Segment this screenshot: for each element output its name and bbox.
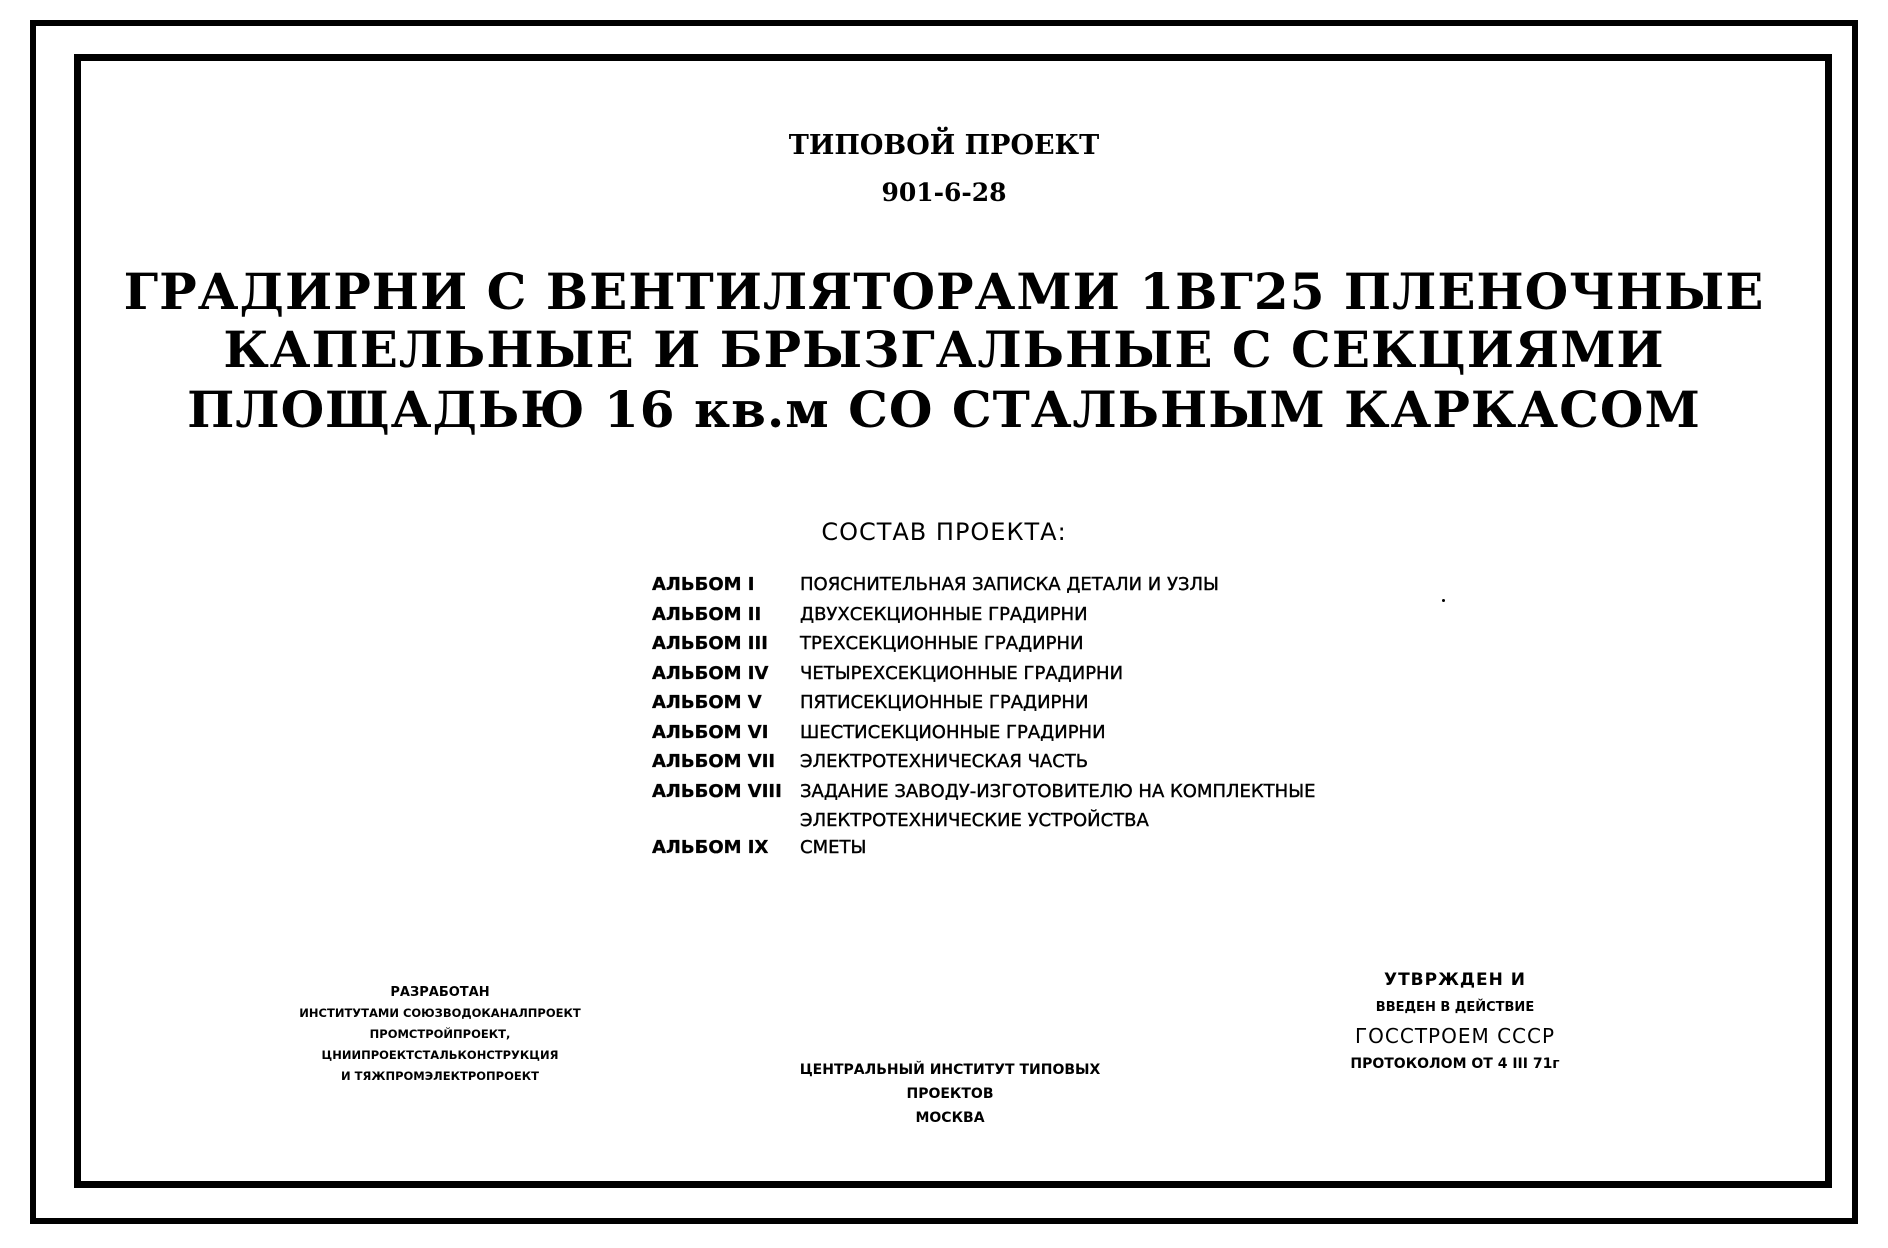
album-description: ДВУХСЕКЦИОННЫЕ ГРАДИРНИ: [800, 603, 1088, 625]
developer-line-1: ИНСТИТУТАМИ СОЮЗВОДОКАНАЛПРОЕКТ: [299, 1006, 581, 1020]
title-line-3: ПЛОЩАДЬЮ 16 кв.м СО СТАЛЬНЫМ КАРКАСОМ: [187, 380, 1701, 439]
publisher-line-1: ЦЕНТРАЛЬНЫЙ ИНСТИТУТ ТИПОВЫХ ПРОЕКТОВ: [799, 1062, 1101, 1102]
approval-line-1: УТВРЖДЕН И: [1383, 970, 1527, 990]
album-description: СМЕТЫ: [800, 836, 867, 858]
album-row: [652, 600, 1315, 630]
album-row: [652, 659, 1315, 689]
album-description-line-2: ЭЛЕКТРОТЕХНИЧЕСКИЕ УСТРОЙСТВА: [800, 809, 1149, 831]
album-description: ПОЯСНИТЕЛЬНАЯ ЗАПИСКА ДЕТАЛИ И УЗЛЫ: [800, 574, 1219, 596]
album-label: АЛЬБОМ I: [652, 574, 755, 596]
album-label: АЛЬБОМ II: [652, 603, 762, 625]
publisher-line-2: МОСКВА: [915, 1110, 985, 1126]
album-label: АЛЬБОМ IX: [652, 836, 769, 858]
album-label: АЛЬБОМ IV: [652, 662, 769, 684]
album-row: [652, 688, 1315, 718]
scan-speck: [1442, 599, 1445, 602]
album-row: [652, 747, 1315, 777]
approval-line-3: ГОССТРОЕМ СССР: [1354, 1024, 1556, 1048]
album-row: [652, 570, 1315, 600]
album-description-line-1: ЗАДАНИЕ ЗАВОДУ-ИЗГОТОВИТЕЛЮ НА КОМПЛЕКТНЫЕ: [800, 780, 1316, 802]
approval-block: [1320, 966, 1590, 1078]
album-label: АЛЬБОМ III: [652, 633, 768, 655]
album-row: [652, 718, 1315, 748]
album-label: АЛЬБОМ VIII: [652, 780, 782, 802]
album-description: ЭЛЕКТРОТЕХНИЧЕСКАЯ ЧАСТЬ: [800, 751, 1089, 773]
album-description: ТРЕХСЕКЦИОННЫЕ ГРАДИРНИ: [800, 633, 1084, 655]
developer-title: РАЗРАБОТАН: [390, 985, 490, 1000]
approval-line-2: ВВЕДЕН В ДЕЙСТВИЕ: [1375, 1000, 1535, 1015]
album-row: [652, 777, 1315, 833]
composition-heading: СОСТАВ ПРОЕКТА:: [821, 518, 1067, 546]
album-description: [800, 777, 1315, 835]
album-label: АЛЬБОМ V: [652, 692, 762, 714]
developer-line-3: И ТЯЖПРОМЭЛЕКТРОПРОЕКТ: [341, 1069, 539, 1083]
album-description: ШЕСТИСЕКЦИОННЫЕ ГРАДИРНИ: [800, 721, 1106, 743]
album-row: [652, 629, 1315, 659]
developer-block: [270, 982, 610, 1087]
album-label: АЛЬБОМ VII: [652, 751, 776, 773]
project-type-label: ТИПОВОЙ ПРОЕКТ: [788, 130, 1100, 161]
developer-line-2: ПРОМСТРОЙПРОЕКТ, ЦНИИПРОЕКТСТАЛЬКОНСТРУКЦИЯ: [321, 1027, 559, 1062]
approval-line-4: ПРОТОКОЛОМ ОТ 4 III 71г: [1350, 1056, 1560, 1072]
publisher-block: [770, 1058, 1130, 1130]
title-line-2: КАПЕЛЬНЫЕ И БРЫЗГАЛЬНЫЕ С СЕКЦИЯМИ: [223, 320, 1665, 379]
album-label: АЛЬБОМ VI: [652, 721, 769, 743]
album-list: [652, 570, 1315, 862]
album-row: [652, 833, 1315, 863]
title-line-1: ГРАДИРНИ С ВЕНТИЛЯТОРАМИ 1ВГ25 ПЛЕНОЧНЫЕ: [123, 262, 1765, 321]
project-number: 901-6-28: [881, 178, 1007, 207]
album-description: ЧЕТЫРЕХСЕКЦИОННЫЕ ГРАДИРНИ: [800, 662, 1124, 684]
album-description: ПЯТИСЕКЦИОННЫЕ ГРАДИРНИ: [800, 692, 1089, 714]
